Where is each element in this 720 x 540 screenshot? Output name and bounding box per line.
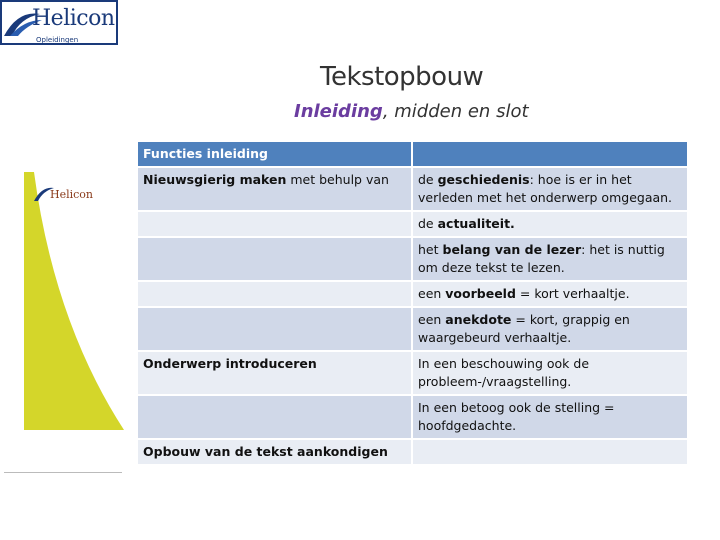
- row-detail-cell: [413, 308, 689, 352]
- helicon-logo: [0, 0, 118, 45]
- row-detail-cell: [413, 396, 689, 440]
- table-row: [138, 212, 689, 238]
- table-header-cell: [413, 142, 689, 168]
- table-row: [138, 440, 689, 466]
- row-label-bold: Nieuwsgierig maken: [143, 172, 287, 187]
- table-row: [138, 396, 689, 440]
- logo-subtitle: Opleidingen: [36, 36, 79, 44]
- detail-pre: de: [418, 216, 438, 231]
- detail-bold: belang van de lezer: [442, 242, 582, 257]
- side-logo-brand: Helicon: [50, 188, 94, 201]
- row-label-cell: [138, 238, 413, 282]
- row-label-cell: [138, 440, 413, 466]
- row-detail-cell: [413, 282, 689, 308]
- row-label-rest: met behulp van: [286, 172, 389, 187]
- detail-bold: anekdote: [445, 312, 512, 327]
- logo-brand: Helicon: [32, 6, 115, 31]
- row-detail-cell: [413, 238, 689, 282]
- detail-pre: In een beschouwing ook de probleem-/vraagstelling.: [418, 356, 590, 389]
- row-detail-cell: [413, 212, 689, 238]
- detail-bold: geschiedenis: [437, 172, 530, 187]
- detail-pre: een: [418, 286, 446, 301]
- subtitle-highlight: Inleiding: [294, 101, 383, 122]
- detail-post: = kort, grappig en waargebeurd verhaaltje.: [418, 312, 630, 345]
- subtitle-rest: , midden en slot: [382, 101, 529, 122]
- table-header-cell: Functies inleiding: [138, 142, 413, 168]
- table-header-row: [138, 142, 689, 168]
- row-label-cell: [138, 396, 413, 440]
- row-detail-cell: [413, 352, 689, 396]
- detail-pre: de: [418, 172, 438, 187]
- table-row: [138, 282, 689, 308]
- detail-pre: een: [418, 312, 446, 327]
- functions-table: [138, 142, 689, 466]
- row-label-cell: [138, 352, 413, 396]
- detail-pre: In een betoog ook de stelling = hoofdgedachte.: [418, 400, 615, 433]
- row-detail-cell: [413, 168, 689, 212]
- table-row: [138, 168, 689, 212]
- row-label-cell: [138, 282, 413, 308]
- table-row: [138, 308, 689, 352]
- table-row: [138, 352, 689, 396]
- detail-post: = kort verhaaltje.: [515, 286, 630, 301]
- row-label-cell: [138, 308, 413, 352]
- row-label-bold: Onderwerp introduceren: [143, 356, 317, 371]
- table-row: [138, 238, 689, 282]
- detail-post: : het is nuttig om deze tekst te lezen.: [418, 242, 665, 275]
- page-subtitle: [294, 101, 529, 122]
- row-detail-cell: [413, 440, 689, 466]
- page-title: Tekstopbouw: [320, 62, 484, 92]
- divider-line: [4, 472, 122, 473]
- detail-bold: voorbeeld: [445, 286, 516, 301]
- row-label-cell: [138, 168, 413, 212]
- detail-bold: actualiteit.: [437, 216, 515, 231]
- detail-pre: het: [418, 242, 443, 257]
- row-label-bold: Opbouw van de tekst aankondigen: [143, 444, 388, 459]
- detail-post: : hoe is er in het verleden met het onderwerp omgegaan.: [418, 172, 673, 205]
- yellow-swoosh-graphic: [24, 172, 124, 432]
- row-label-cell: [138, 212, 413, 238]
